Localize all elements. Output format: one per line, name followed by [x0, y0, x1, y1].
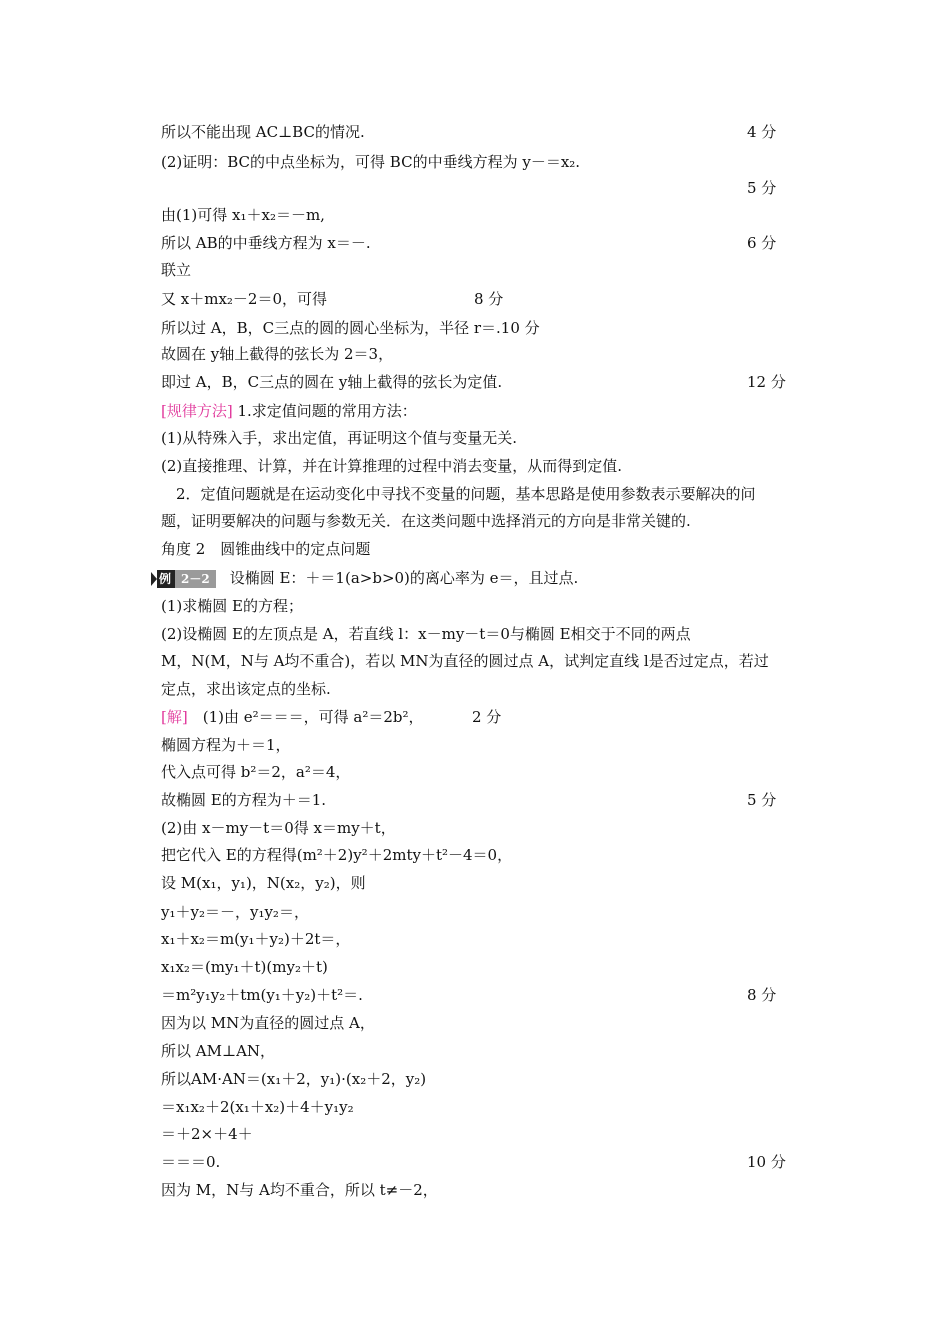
line-text: ＝m²y₁y₂＋tm(y₁＋y₂)＋t²＝.: [161, 986, 363, 1004]
line-text: 故椭圆 E的方程为＋＝1.: [161, 791, 327, 809]
line-text: 题，证明要解决的问题与参数无关．在这类问题中选择消元的方向是非常关键的.: [161, 512, 691, 530]
example-tag-number: 2－2: [175, 570, 216, 588]
line-text: 由(1)可得 x₁＋x₂＝－m,: [161, 206, 325, 224]
text-line: [161, 1124, 253, 1144]
line-text: 故圆在 y轴上截得的弦长为 2＝3，: [161, 345, 394, 363]
line-text: 所以 AM⊥AN，: [161, 1042, 276, 1060]
line-text: ＝＝＝0.: [161, 1153, 221, 1171]
text-line: [161, 1097, 354, 1117]
text-line: [161, 318, 540, 338]
inline-score: 2 分: [472, 708, 502, 726]
line-text: 又 x＋mx₂－2＝0，可得: [161, 290, 328, 308]
line-text: 所以不能出现 AC⊥BC的情况.: [161, 123, 365, 141]
text-line: [161, 511, 691, 531]
score-mark: 12 分: [747, 373, 786, 391]
text-line: [161, 651, 769, 671]
section-label: [解]: [161, 708, 188, 726]
text-line: [161, 624, 691, 644]
line-text: ＝x₁x₂＋2(x₁＋x₂)＋4＋y₁y₂: [161, 1098, 354, 1116]
text-line: [161, 1180, 438, 1200]
text-line: [161, 707, 424, 727]
line-text: 把它代入 E的方程得(m²＋2)y²＋2mty＋t²－4＝0，: [161, 846, 513, 864]
score-mark: 4 分: [747, 123, 777, 141]
line-text: 联立: [161, 261, 192, 279]
line-text: 椭圆方程为＋＝1，: [161, 736, 291, 754]
line-text: x₁x₂＝(my₁＋t)(my₂＋t): [161, 958, 328, 976]
text-line: [161, 818, 396, 838]
text-line: [161, 568, 578, 588]
score-mark: 5 分: [747, 179, 777, 197]
text-line: [161, 790, 326, 810]
text-line: [161, 344, 393, 364]
section-label: [规律方法]: [161, 402, 233, 420]
line-text: ＝＋2×＋4＋: [161, 1125, 253, 1143]
line-text: 因为 M，N与 A均不重合，所以 t≠－2，: [161, 1181, 438, 1199]
line-text: (2)证明：BC的中点坐标为，可得 BC的中垂线方程为 y－＝x₂.: [161, 153, 581, 171]
line-text: 角度 2 圆锥曲线中的定点问题: [161, 540, 371, 558]
line-text: 代入点可得 b²＝2，a²＝4，: [161, 763, 351, 781]
text-line: [161, 289, 327, 309]
text-line: [161, 929, 350, 949]
line-text: 即过 A，B，C三点的圆在 y轴上截得的弦长为定值.: [161, 373, 503, 391]
score-mark: 6 分: [747, 234, 777, 252]
text-line: [161, 372, 502, 392]
text-line: [161, 122, 365, 142]
text-line: [161, 539, 370, 559]
line-text: M，N(M，N与 A均不重合)，若以 MN为直径的圆过点 A，试判定直线 l是否过定点，若过: [161, 652, 769, 670]
text-line: [161, 484, 756, 504]
text-line: [161, 1152, 220, 1172]
text-line: [161, 845, 512, 865]
text-line: [161, 233, 371, 253]
line-text: 所以 AB的中垂线方程为 x＝－.: [161, 234, 371, 252]
text-line: [161, 205, 325, 225]
line-text: 所以过 A，B，C三点的圆的圆心坐标为，半径 r＝.10 分: [161, 319, 540, 337]
text-line: [161, 985, 363, 1005]
text-line: [161, 401, 417, 421]
line-text: 2．定值问题就是在运动变化中寻找不变量的问题，基本思路是使用参数表示要解决的问: [161, 485, 756, 503]
text-line: [161, 152, 580, 172]
line-text: (2)设椭圆 E的左顶点是 A，若直线 l：x－my－t＝0与椭圆 E相交于不同的两点: [161, 625, 691, 643]
line-text: 设椭圆 E：＋＝1(a>b>0)的离心率为 e＝，且过点.: [229, 569, 579, 587]
score-mark: 5 分: [747, 791, 777, 809]
text-line: [161, 762, 350, 782]
line-text: (1)求椭圆 E的方程；: [161, 597, 303, 615]
text-line: [161, 1013, 375, 1033]
text-line: [161, 873, 366, 893]
line-text: 定点，求出该定点的坐标.: [161, 680, 331, 698]
line-text: 因为以 MN为直径的圆过点 A，: [161, 1014, 375, 1032]
text-line: [161, 957, 328, 977]
text-line: [161, 1069, 426, 1089]
line-text: x₁＋x₂＝m(y₁＋y₂)＋2t＝，: [161, 930, 351, 948]
text-line: [161, 735, 291, 755]
line-text: y₁＋y₂＝－，y₁y₂＝，: [161, 903, 309, 921]
text-line: [161, 428, 517, 448]
text-line: [161, 902, 309, 922]
score-mark: 8 分: [747, 986, 777, 1004]
text-line: [161, 1041, 275, 1061]
line-text: (1)从特殊入手，求出定值，再证明这个值与变量无关.: [161, 429, 518, 447]
text-line: [161, 679, 331, 699]
example-tag: [151, 569, 216, 587]
text-line: [161, 456, 622, 476]
line-text: 设 M(x₁，y₁)，N(x₂，y₂)，则: [161, 874, 366, 892]
score-mark: 10 分: [747, 1153, 786, 1171]
line-text: (1)由 e²＝＝＝，可得 a²＝2b²，: [187, 708, 424, 726]
inline-score: 8 分: [474, 290, 504, 308]
example-tag-label: 例: [157, 570, 175, 588]
line-text: (2)由 x－my－t＝0得 x＝my＋t，: [161, 819, 396, 837]
line-text: 所以AM·AN＝(x₁＋2，y₁)·(x₂＋2，y₂): [161, 1070, 427, 1088]
text-line: [161, 596, 303, 616]
line-text: (2)直接推理、计算，并在计算推理的过程中消去变量，从而得到定值.: [161, 457, 623, 475]
line-text: 1.求定值问题的常用方法：: [232, 402, 417, 420]
text-line: [161, 260, 191, 280]
